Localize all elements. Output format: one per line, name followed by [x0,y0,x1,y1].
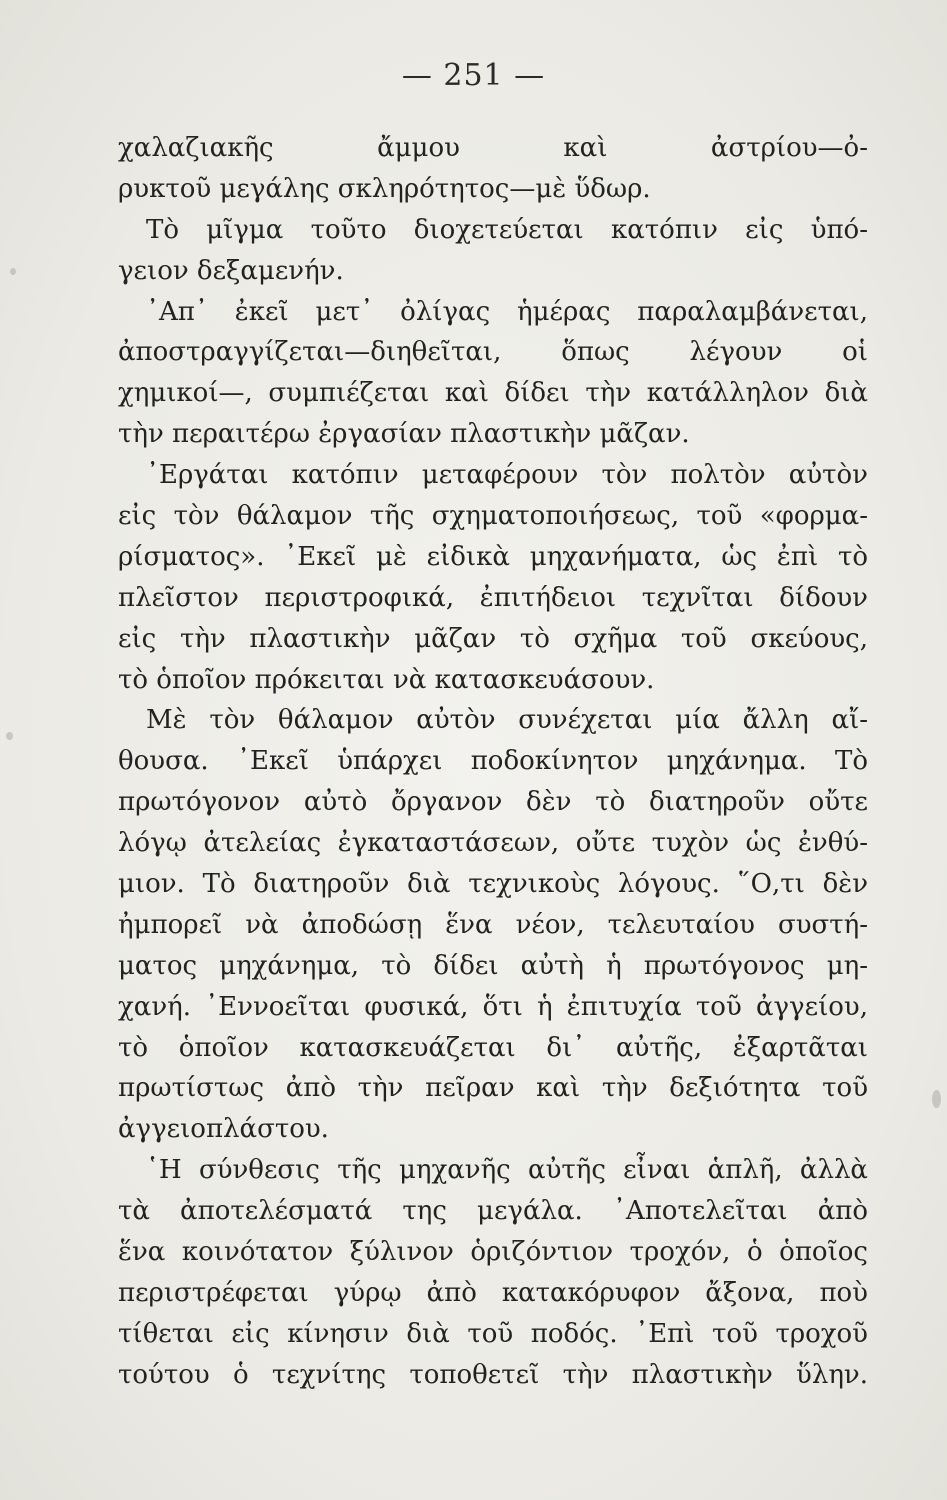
text-line: Μὲ τὸν θάλαμον αὐτὸν συνέχεται μία ἄλλη αἴ- [146,705,868,736]
text-line: πρωτίστως ἀπὸ τὴν πεῖραν καὶ τὴν δεξιότητα τοῦ [118,1073,868,1104]
text-line: χανή. ᾿Εννοεῖται φυσικά, ὅτι ἡ ἐπιτυχία τοῦ ἀγγείου, [118,991,868,1022]
text-line: τὸ ὁποῖον πρόκειται νὰ κατασκευάσουν. [118,664,655,695]
text-line: ᾿Εργάται κατόπιν μεταφέρουν τὸν πολτὸν αὐτὸν [146,460,868,491]
page-smudge [6,732,13,740]
text-line: ματος μηχάνημα, τὸ δίδει αὐτὴ ἡ πρωτόγονος μη- [118,950,868,981]
text-line: Τὸ μῖγμα τοῦτο διοχετεύεται κατόπιν εἰς ὑπό- [146,214,868,245]
text-line: ῾Η σύνθεσις τῆς μηχανῆς αὐτῆς εἶναι ἁπλῆ, ἀλλὰ [146,1155,868,1186]
text-line: ἠμπορεῖ νὰ ἀποδώσῃ ἕνα νέον, τελευταίου συστή- [118,909,868,940]
text-line: τὸ ὁποῖον κατασκευάζεται δι᾿ αὐτῆς, ἐξαρτᾶται [118,1032,868,1063]
page-number: — 251 — [401,58,546,93]
text-line: περιστρέφεται γύρῳ ἀπὸ κατακόρυφον ἄξονα, ποὺ [118,1277,868,1308]
text-line: εἰς τὸν θάλαμον τῆς σχηματοποιήσεως, τοῦ «φορμα- [118,501,868,532]
text-line: ἀποστραγγίζεται—διηθεῖται, ὅπως λέγουν οἱ [118,337,868,368]
text-line: μιον. Τὸ διατηροῦν διὰ τεχνικοὺς λόγους. ῞Ο,τι δὲν [118,869,868,900]
body-text [118,128,868,1396]
text-line: πρωτόγονον αὐτὸ ὄργανον δὲν τὸ διατηροῦν οὔτε [118,787,868,818]
text-line: χημικοί—, συμπιέζεται καὶ δίδει τὴν κατάλληλον διὰ [118,378,868,409]
text-line: τὰ ἀποτελέσματά της μεγάλα. ᾿Αποτελεῖται ἀπὸ [118,1196,868,1227]
page-smudge [10,268,16,275]
text-line: ρίσματος». ᾿Εκεῖ μὲ εἰδικὰ μηχανήματα, ὡς ἐπὶ τὸ [118,541,868,572]
text-line: ρυκτοῦ μεγάλης σκληρότητος—μὲ ὕδωρ. [118,173,651,204]
text-line: ἕνα κοινότατον ξύλινον ὁριζόντιον τροχόν, ὁ ὁποῖος [118,1237,868,1268]
text-line: τὴν περαιτέρω ἐργασίαν πλαστικὴν μᾶζαν. [118,419,690,450]
text-line: εἰς τὴν πλαστικὴν μᾶζαν τὸ σχῆμα τοῦ σκεύους, [118,623,868,654]
text-line: θουσα. ᾿Εκεῖ ὑπάρχει ποδοκίνητον μηχάνημα. Τὸ [118,746,868,777]
text-line: πλεῖστον περιστροφικά, ἐπιτήδειοι τεχνῖται δίδουν [118,582,868,613]
text-line: ᾿Απ᾿ ἐκεῖ μετ᾿ ὀλίγας ἡμέρας παραλαμβάνεται, [146,296,868,327]
text-line: χαλαζιακῆς ἄμμου καὶ ἀστρίου—ὀ- [118,133,868,163]
page-smudge [932,1090,941,1108]
text-line: ἀγγειοπλάστου. [118,1114,329,1145]
text-line: τίθεται εἰς κίνησιν διὰ τοῦ ποδός. ᾿Επὶ τοῦ τροχοῦ [118,1318,868,1349]
text-line: λόγῳ ἀτελείας ἐγκαταστάσεων, οὔτε τυχὸν ὡς ἐνθύ- [118,828,868,859]
text-line: γειον δεξαμενήν. [118,255,344,286]
text-line: τούτου ὁ τεχνίτης τοποθετεῖ τὴν πλαστικὴν ὕλην. [118,1359,868,1390]
